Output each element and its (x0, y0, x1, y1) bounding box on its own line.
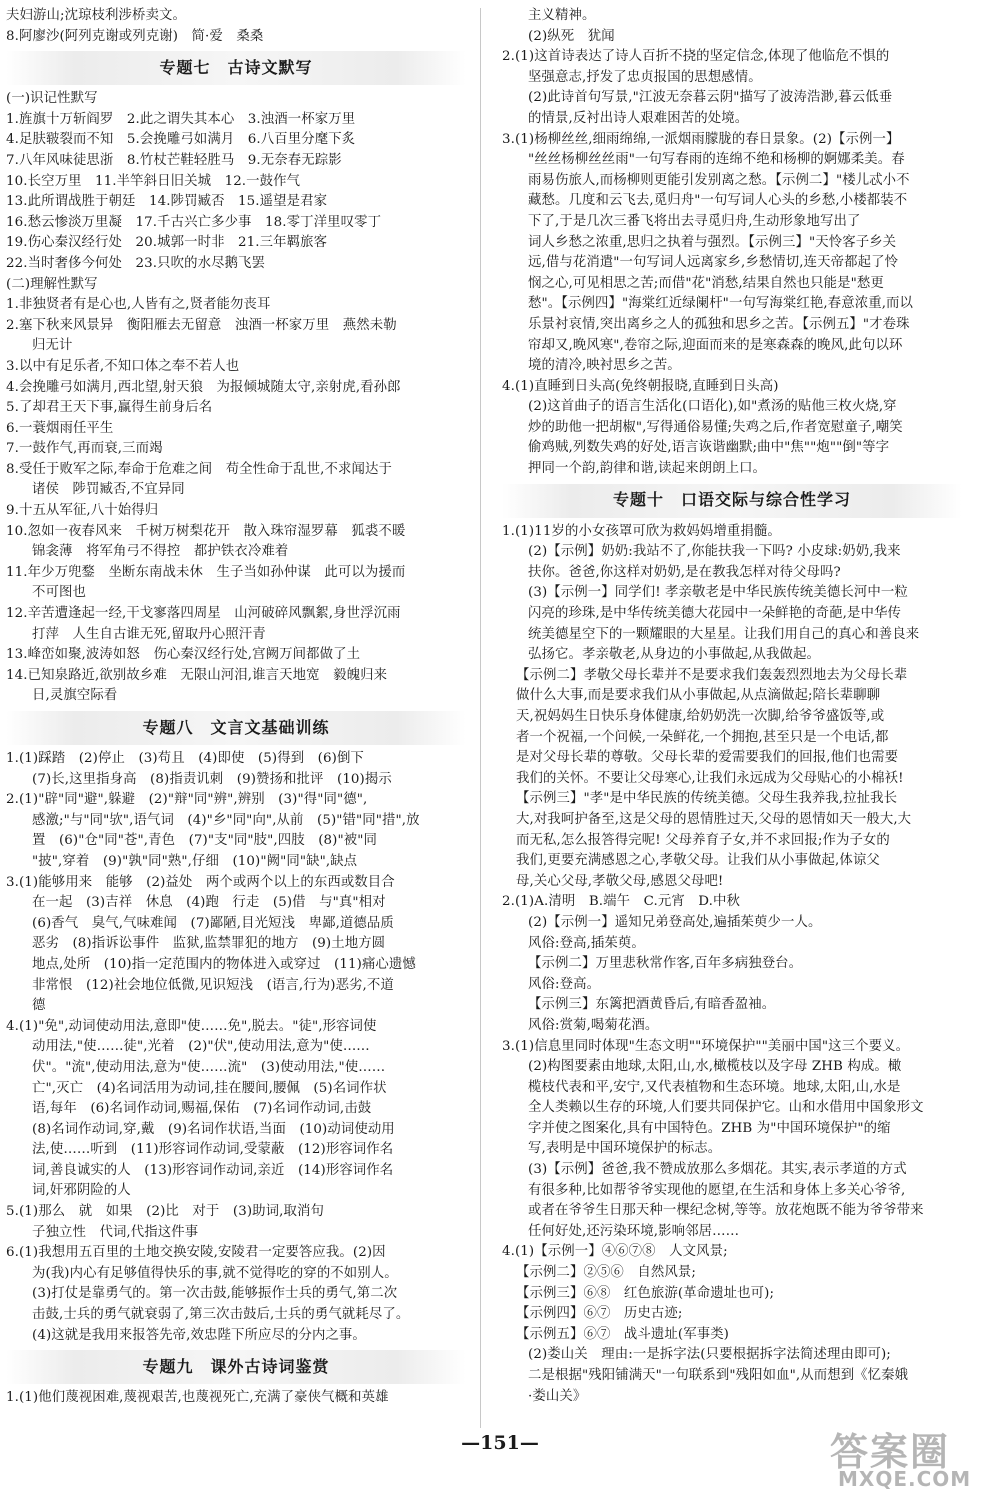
text-line: 4.(1)直睡到日头高(免终朝报晓,直睡到日头高) (502, 378, 779, 394)
text-line: 偷鸡贼,列数失鸡的好处,语言诙谐幽默;曲中"焦""炮""倒"等字 (528, 440, 890, 456)
watermark-logo (824, 1421, 994, 1493)
text-line: 伏"。"流",使动用法,意为"使……流" (3)使动用法,"使…… (32, 1059, 386, 1075)
text-line: 押同一个韵,韵律和谐,读起来朗朗上口。 (528, 461, 767, 477)
text-line: 击鼓,士兵的勇气就衰弱了,第三次击鼓后,士兵的勇气就耗尽了。 (32, 1307, 410, 1323)
text-line: 帘却又,晚风寒",卷帘之际,迎面而来的是寒森森的晚风,此句以环 (528, 337, 903, 353)
text-line: 下了,于是几次三番飞将出去寻觅归舟,生动形象地写出了 (528, 213, 861, 229)
text-line: 2.(1)"辟"同"避",躲避 (2)"辩"同"辨",辨别 (3)"得"同"德", (6, 792, 368, 808)
text-line: 锦衾薄 将军角弓不得控 都护铁衣冷难着 (32, 544, 289, 560)
text-line: 的情景,反衬出诗人艰难困苦的处境。 (528, 110, 749, 126)
text-line: 语,每年 (6)名词作动词,赐福,保佑 (7)名词作动词,击鼓 (32, 1101, 372, 1117)
text-line: 14.已知泉路近,欲别故乡难 无限山河泪,谁言天地宽 毅魄归来 (6, 667, 388, 683)
text-line: 子独立性 代词,代指这件事 (32, 1224, 199, 1240)
text-line: 1.(1)他们蔑视困难,蔑视艰苦,也蔑视死亡,充满了豪侠气概和英雄 (6, 1390, 389, 1406)
text-line: 16.愁云惨淡万里凝 17.千古兴亡多少事 18.零丁洋里叹零丁 (6, 214, 382, 230)
text-line: 在一起 (3)吉祥 休息 (4)跑 行走 (5)借 与"真"相对 (32, 895, 386, 911)
text-line: 【示例三】⑥⑧ 红色旅游(革命遗址也可); (516, 1285, 775, 1301)
text-line: (一)识记性默写 (6, 91, 98, 107)
section-heading: 专题七 古诗文默写 (6, 51, 466, 85)
text-line: 雨易伤旅人,而杨柳则更能引发别离之愁。【示例二】"楼儿忒小不 (528, 172, 910, 188)
text-line: "披",穿着 (9)"孰"同"熟",仔细 (10)"阙"同"缺",缺点 (32, 853, 358, 869)
text-line: 亡",灭亡 (4)名词活用为动词,挂在腰间,腰佩 (5)名词作状 (32, 1080, 387, 1096)
text-line: 字并使之图案化,具有中国特色。ZHB 为"中国环境保护"的缩 (528, 1120, 891, 1136)
text-line: 8.阿廖沙(阿列克谢或列克谢) 简·爱 桑桑 (6, 28, 264, 44)
text-line: 5.了却君王天下事,赢得生前身后名 (6, 400, 213, 416)
text-line: ·娄山关》 (528, 1388, 587, 1404)
text-line: (2)娄山关 理由:一是拆字法(只要根据拆字法简述理由即可); (528, 1347, 891, 1363)
text-line: 12.辛苦遭逢起一经,干戈寥落四周星 山河破碎风飘絮,身世浮沉雨 (6, 606, 401, 622)
text-line: 大,对我呵护备至,这是父母的恩情胜过天,父母的恩情如天一般大,大 (516, 811, 912, 827)
text-line: 3.(1)信息里同时体现"生态文明""环境保护""美丽中国"这三个要义。 (502, 1038, 910, 1054)
text-line: 做什么大事,而是要求我们从小事做起,从点滴做起;陪长辈聊聊 (516, 688, 881, 704)
text-line: 4.(1)"免",动词使动用法,意即"使……免",脱去。"徒",形容词使 (6, 1018, 377, 1034)
text-line: 非常恨 (12)社会地位低微,见识短浅 (语言,行为)恶劣,不道 (32, 977, 394, 993)
text-line: 词,善良诚实的人 (13)形容词作动词,亲近 (14)形容词作名 (32, 1162, 394, 1178)
text-line: 22.当时奢侈今何处 23.只吹的水尽鹅飞罢 (6, 255, 266, 271)
text-line: 或者在爷爷生日那天种一棵纪念树,等等。放花炮既不能为爷爷带来 (528, 1203, 924, 1219)
text-line: 风俗:登高,插茱萸。 (528, 935, 645, 951)
text-line: 词人乡愁之浓重,思归之执着与强烈。【示例三】"天怜客子乡关 (528, 234, 897, 250)
text-line: 不可图也 (32, 585, 86, 601)
text-line: 我们,更要充满感恩之心,孝敬父母。让我们从小事做起,体谅父 (516, 853, 880, 869)
text-line: 地点,处所 (10)指一定范围内的物体进入或穿过 (11)痛心遗憾 (32, 956, 416, 972)
text-line: 动用法,"使……徒",光着 (2)"伏",使动用法,意为"使…… (32, 1039, 370, 1055)
text-line: 4.会挽雕弓如满月,西北望,射天狼 为报倾城随太守,亲射虎,看孙郎 (6, 379, 401, 395)
text-line: 写,表明是中国环境保护的标志。 (528, 1141, 722, 1157)
text-line: (3)【示例一】同学们! 孝亲敬老是中华民族传统美德长河中一粒 (528, 585, 908, 601)
text-line: 【示例二】②⑤⑥ 自然风景; (516, 1265, 696, 1281)
text-line: 法,使……听到 (11)形容词作动词,受蒙蔽 (12)形容词作名 (32, 1142, 394, 1158)
text-line: 【示例三】"孝"是中华民族的传统美德。父母生我养我,拉扯我长 (516, 791, 898, 807)
column-divider (480, 8, 481, 1428)
text-line: 【示例二】孝敬父母长辈并不是要求我们轰轰烈烈地去为父母长辈 (516, 667, 908, 683)
text-line: 5.(1)那么 就 如果 (2)比 对于 (3)助词,取消句 (6, 1204, 324, 1220)
section-heading: 专题十 口语交际与综合性学习 (502, 484, 962, 518)
text-line: 天,祝妈妈生日快乐身体健康,给奶奶洗一次脚,给爷爷盛饭等,或 (516, 709, 885, 724)
text-line: 有很多种,比如帮爷爷实现他的愿望,在生活和身体上多关心爷爷, (528, 1182, 906, 1198)
text-line: 风俗:赏菊,喝菊花酒。 (528, 1017, 659, 1033)
text-line: 19.伤心秦汉经行处 20.城郭一时非 21.三年羁旅客 (6, 235, 328, 251)
text-line: (二)理解性默写 (6, 276, 98, 292)
text-line: 3.(1)杨柳丝丝,细雨绵绵,一派烟雨朦胧的春日景象。(2)【示例一】 (502, 131, 900, 147)
text-line: 全人类赖以生存的环境,人们要共同保护它。山和水借用中国象形文 (528, 1100, 924, 1116)
text-line: 境的清冷,映衬思乡之苦。 (528, 358, 681, 374)
text-line: 3.以中有足乐者,不知口体之奉不若人也 (6, 358, 240, 374)
text-line: 13.此所谓战胜于朝廷 14.陟罚臧否 15.遥望是君家 (6, 194, 328, 210)
text-line: 2.(1)A.清明 B.端午 C.元宵 D.中秋 (502, 894, 741, 910)
text-line: 榄枝代表和平,安宁,又代表植物和生态环境。地球,太阳,山,水是 (528, 1079, 901, 1095)
text-line: 11.年少万兜鍪 坐断东南战未休 生子当如孙仲谋 此可以为援而 (6, 564, 406, 580)
text-line: (3)【示例】爸爸,我不赞成放那么多烟花。其实,表示孝道的方式 (528, 1162, 907, 1178)
text-line: (2)此诗首句写景,"江波无奈暮云阴"描写了波涛浩渺,暮云低垂 (528, 90, 893, 106)
text-line: 统美德星空下的一颗耀眼的大星星。让我们用自己的真心和善良来 (528, 626, 920, 642)
text-line: 母,关心父母,孝敬父母,感恩父母吧! (516, 873, 724, 889)
section-heading: 专题八 文言文基础训练 (6, 711, 466, 745)
text-line: 3.(1)能够用来 能够 (2)益处 两个或两个以上的东西或数目合 (6, 874, 395, 890)
text-line: 置 (6)"仓"同"苍",青色 (7)"支"同"肢",四肢 (8)"被"同 (32, 833, 377, 849)
text-line: 炒的助他一把胡椒",写得通俗易懂;失鸡之后,作者宽慰童子,嘲笑 (528, 419, 903, 435)
text-line: "丝丝杨柳丝丝雨"一句写春雨的连绵不绝和杨柳的婀娜柔美。春 (528, 152, 905, 168)
text-line: 悯之心,可见相思之苦;而借"花"消愁,结果自然也只能是"愁更 (528, 275, 884, 291)
text-line: 2.塞下秋来风景异 衡阳雁去无留意 浊酒一杯家万里 燕然未勒 (6, 317, 397, 333)
text-line: 坚强意志,抒发了忠贞报国的思想感情。 (528, 69, 762, 85)
text-line: 【示例五】⑥⑦ 战斗遗址(军事类) (516, 1326, 730, 1342)
text-line: 愁"。【示例四】"海棠红近绿阑杆"一句写海棠红艳,春意浓重,而以 (528, 296, 914, 312)
text-line: 是对父母长辈的尊敬。父母长辈的爱需要我们的回报,他们也需要 (516, 750, 899, 766)
watermark-url: MXQE.COM (838, 1467, 972, 1491)
text-line: 我们的关怀。不要让父母寒心,让我们永远成为父母贴心的小棉袄! (516, 770, 904, 786)
text-line: 1.(1)11岁的小女孩罩可欣为救妈妈增重捐髓。 (502, 523, 781, 539)
text-line: 弘扬它。孝亲敬老,从身边的小事做起,从我做起。 (528, 647, 821, 663)
text-line: 日,灵旗空际看 (32, 688, 118, 704)
text-line: 诸侯 陟罚臧否,不宜异同 (32, 482, 185, 498)
text-line: 夫妇游山;沈琼枝利涉桥卖文。 (6, 8, 186, 23)
text-line: 而无私,怎么报答得完呢! 父母养育子女,并不求回报;作为子女的 (516, 832, 890, 848)
watermark-text: 答案圈 (830, 1430, 951, 1474)
text-line: 1.旌旗十万斩阎罗 2.此之谓失其本心 3.浊酒一杯家万里 (6, 111, 356, 127)
text-line: 4.足肤皲裂而不知 5.会挽雕弓如满月 6.八百里分麾下炙 (6, 132, 356, 148)
text-line: 远,借与花消遣"一句写词人远离家乡,乡愁情切,连天帝都起了怜 (528, 255, 899, 271)
text-line: 7.一鼓作气,再而衰,三而竭 (6, 441, 163, 457)
text-line: 8.受任于败军之际,奉命于危难之间 苟全性命于乱世,不求闻达于 (6, 461, 392, 477)
text-line: 为(我)内心有足够值得快乐的事,就不觉得吃的穿的不如别人。 (32, 1265, 398, 1281)
left-column (6, 6, 466, 1409)
text-line: (6)香气 臭气,气味难闻 (7)鄙陋,目光短浅 卑鄙,道德品质 (32, 915, 394, 931)
text-line: 扶你。爸爸,你这样对奶奶,是在教我怎样对待父母吗? (528, 564, 841, 580)
text-line: 6.(1)我想用五百里的土地交换安陵,安陵君一定要答应我。(2)因 (6, 1245, 386, 1261)
text-line: 【示例四】⑥⑦ 历史古迹; (516, 1306, 683, 1322)
text-line: 7.八年风味徒思浙 8.竹杖芒鞋轻胜马 9.无奈春无踪影 (6, 152, 342, 168)
section-heading: 专题九 课外古诗词鉴赏 (6, 1350, 466, 1384)
text-line: (2)这首曲子的语言生活化(口语化),如"煮汤的贴他三枚火烧,穿 (528, 399, 897, 415)
text-line: 4.(1)【示例一】④⑥⑦⑧ 人文风景; (502, 1244, 728, 1260)
text-line: (7)长,这里指身高 (8)指责讥刺 (9)赞扬和批评 (10)揭示 (32, 771, 392, 787)
text-line: 德 (32, 998, 46, 1014)
text-line: (2)【示例】奶奶:我站不了,你能扶我一下吗? 小皮球:奶奶,我来 (528, 544, 901, 560)
text-line: 9.十五从军征,八十始得归 (6, 503, 159, 519)
text-line: 任何好处,还污染环境,影响邻居…… (528, 1223, 740, 1239)
text-line: 打萍 人生自古谁无死,留取丹心照汗青 (32, 626, 266, 642)
text-line: 者一个祝福,一个问候,一朵鲜花,一个拥抱,甚至只是一个电话,都 (516, 729, 889, 745)
text-line: 感激;"与"同"欤",语气词 (4)"乡"同"向",从前 (5)"错"同"措",放 (32, 812, 420, 828)
text-line: (8)名词作动词,穿,戴 (9)名词作状语,当面 (10)动词使动用 (32, 1121, 395, 1137)
text-line: 词,奸邪阴险的人 (32, 1183, 131, 1199)
text-line: 1.非独贤者有是心也,人皆有之,贤者能勿丧耳 (6, 297, 271, 313)
text-line: (4)这就是我用来报答先帝,效忠陛下所应尽的分内之事。 (32, 1327, 366, 1343)
text-line: 10.长空万里 11.半竿斜日旧关城 12.一鼓作气 (6, 173, 301, 189)
text-line: (2)构图要素由地球,太阳,山,水,橄榄枝以及字母 ZHB 构成。橄 (528, 1059, 902, 1075)
text-line: 【示例二】万里悲秋常作客,百年多病独登台。 (528, 956, 803, 972)
text-line: 风俗:登高。 (528, 976, 601, 992)
text-line: 10.忽如一夜春风来 千树万树梨花开 散入珠帘湿罗幕 狐裘不暖 (6, 523, 406, 539)
text-line: 藏愁。几度和云飞去,觅归舟"一句写词人心头的乡愁,小楼都装不 (528, 193, 908, 209)
text-line: 闪亮的珍珠,是中华传统美德大花园中一朵鲜艳的奇葩,是中华传 (528, 606, 901, 622)
text-line: 6.一蓑烟雨任平生 (6, 420, 114, 436)
text-line: 归无计 (32, 338, 73, 354)
text-line: 1.(1)踩踏 (2)停止 (3)苟且 (4)即使 (5)得到 (6)倒下 (6, 751, 364, 766)
text-line: (3)打仗是靠勇气的。第一次击鼓,能够振作士兵的勇气,第二次 (32, 1286, 398, 1302)
text-line: 主义精神。 (528, 8, 596, 23)
text-line: 13.峰峦如聚,波涛如怒 伤心秦汉经行处,宫阙万间都做了土 (6, 647, 361, 663)
text-line: 恶劣 (8)指诉讼事件 监狱,监禁罪犯的地方 (9)土地方圆 (32, 936, 386, 952)
text-line: (2)纵死 犹闻 (528, 28, 615, 44)
text-line: 二是根据"残阳铺满天"一句联系到"残阳如血",从而想到《忆秦娥 (528, 1368, 909, 1383)
text-line: 2.(1)这首诗表达了诗人百折不挠的坚定信念,体现了他临危不惧的 (502, 49, 890, 65)
right-column (502, 6, 962, 1407)
text-line: 【示例三】东篱把酒黄昏后,有暗香盈袖。 (528, 997, 776, 1013)
text-line: 乐景衬哀情,突出离乡之人的孤独和思乡之苦。【示例五】"才卷珠 (528, 316, 910, 332)
text-line: (2)【示例一】遥知兄弟登高处,遍插茱萸少一人。 (528, 914, 822, 930)
page-number: —151— (461, 1432, 539, 1454)
